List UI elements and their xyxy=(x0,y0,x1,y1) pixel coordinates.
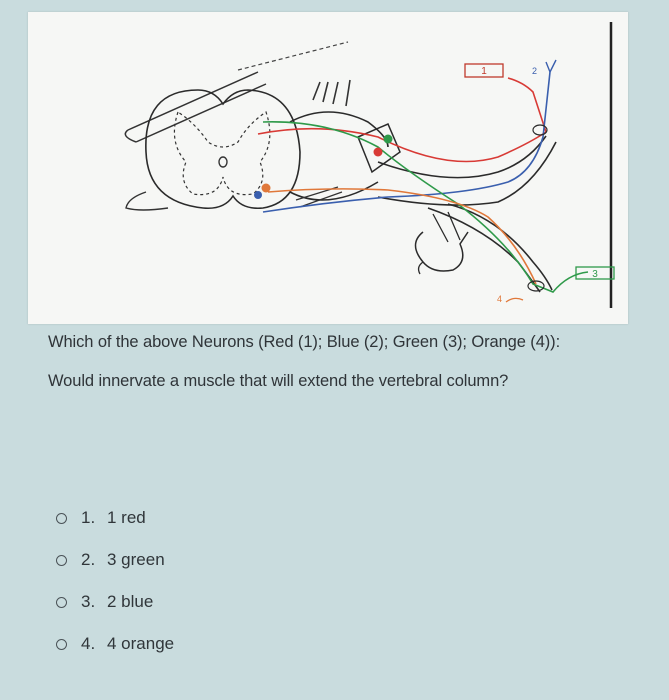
option-label: 1 red xyxy=(107,508,146,527)
green-cell-body xyxy=(384,135,393,144)
option-1[interactable] xyxy=(56,497,174,539)
central-canal xyxy=(219,157,227,167)
label-1-text: 1 xyxy=(481,66,487,77)
figure-panel xyxy=(28,12,628,324)
red-neuron-path xyxy=(258,78,546,162)
option-label: 3 green xyxy=(107,550,165,569)
red-cell-body xyxy=(374,148,383,157)
radio-icon[interactable] xyxy=(56,639,67,650)
label-4-text: 4 xyxy=(497,294,503,304)
option-number: 4. xyxy=(81,634,96,653)
option-4[interactable] xyxy=(56,623,174,665)
option-number: 3. xyxy=(81,592,96,611)
option-3[interactable] xyxy=(56,581,174,623)
option-2[interactable] xyxy=(56,539,174,581)
question-line-2: Would innervate a muscle that will extend the vertebral column? xyxy=(48,372,509,390)
blue-neuron-path xyxy=(263,72,550,212)
option-label: 4 orange xyxy=(107,634,175,653)
spinal-cord-diagram xyxy=(28,12,628,324)
orange-cell-body xyxy=(262,184,271,193)
option-label: 2 blue xyxy=(107,592,154,611)
label-2-text: 2 xyxy=(532,66,538,76)
answer-options xyxy=(56,497,174,665)
blue-cell-body xyxy=(254,191,262,199)
question-line-1: Which of the above Neurons (Red (1); Blue (2); Green (3); Orange (4)): xyxy=(48,333,561,351)
grey-matter-outline xyxy=(174,112,269,195)
radio-icon[interactable] xyxy=(56,513,67,524)
dashed-line xyxy=(238,42,348,70)
sympathetic-ganglion xyxy=(416,232,469,271)
radio-icon[interactable] xyxy=(56,597,67,608)
radio-icon[interactable] xyxy=(56,555,67,566)
option-number: 2. xyxy=(81,550,96,569)
option-number: 1. xyxy=(81,508,96,527)
label-3-text: 3 xyxy=(592,269,598,280)
